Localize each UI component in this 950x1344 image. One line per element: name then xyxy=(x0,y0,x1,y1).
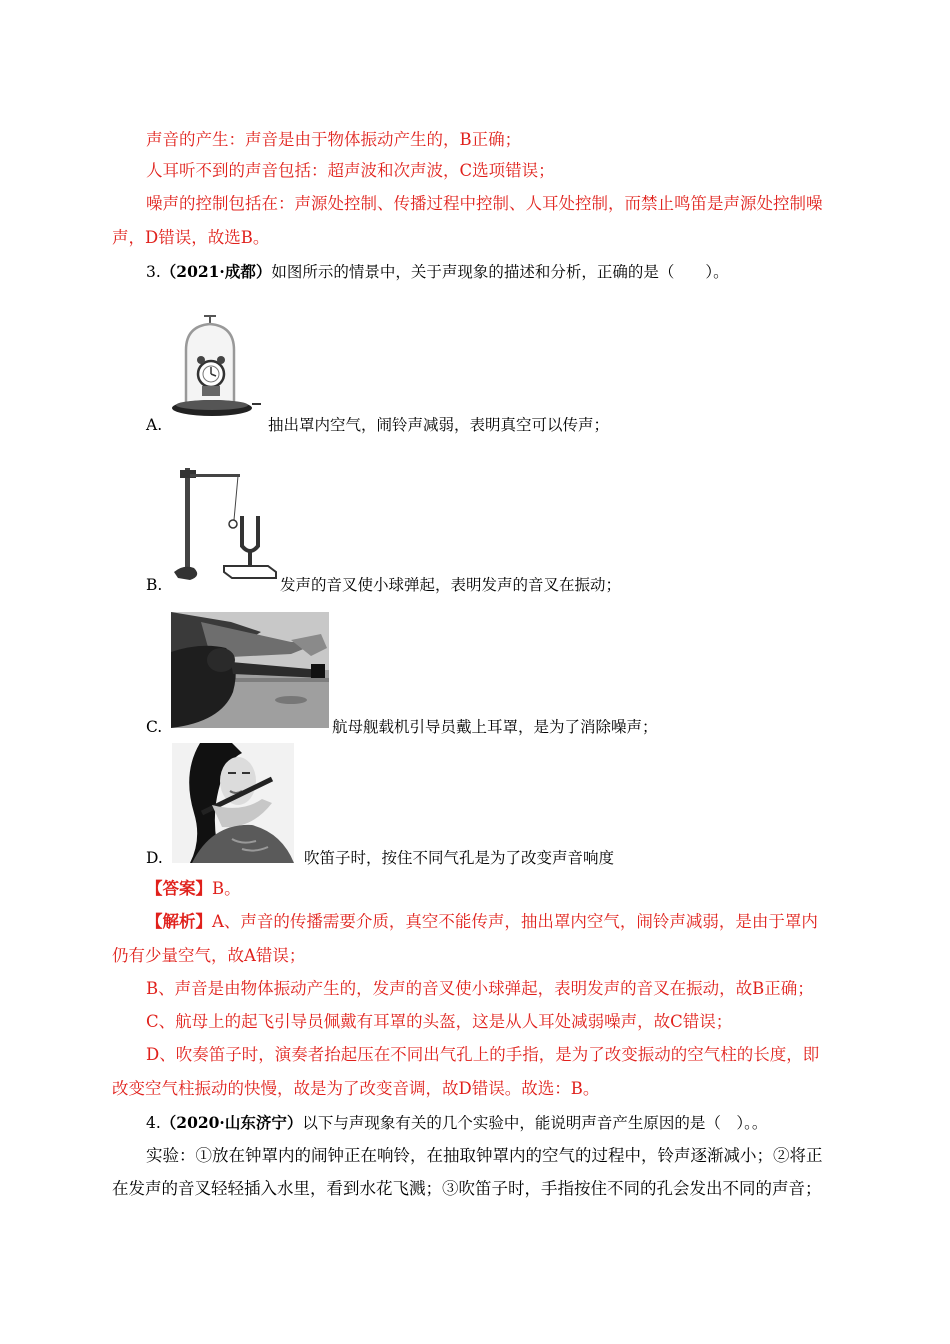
flute-player-photo xyxy=(172,743,294,863)
option-a-letter: A. xyxy=(146,416,163,434)
option-b-letter: B. xyxy=(146,576,163,594)
question-source: （2021·成都） xyxy=(160,262,272,281)
question-4-body-line: 实验：①放在钟罩内的闹钟正在响铃，在抽取钟罩内的空气的过程中，铃声逐渐减小；②将正 xyxy=(146,1146,823,1165)
question-source: （2020·山东济宁） xyxy=(160,1113,303,1132)
analysis-line xyxy=(146,910,818,934)
analysis-line: 声音的产生：声音是由于物体振动产生的，B正确； xyxy=(146,130,522,149)
bell-jar-figure xyxy=(170,312,262,424)
question-text: 以下与声现象有关的几个实验中，能说明声音产生原因的是（ ）。。 xyxy=(302,1114,768,1132)
option-d-letter: D. xyxy=(146,849,163,867)
carrier-photo xyxy=(171,612,329,728)
option-d-text: 吹笛子时，按住不同气孔是为了改变声音响度 xyxy=(304,849,615,867)
analysis-line: 仍有少量空气，故A错误； xyxy=(112,946,306,965)
analysis-line: C、航母上的起飞引导员佩戴有耳罩的头盔，这是从人耳处减弱噪声，故C错误； xyxy=(146,1012,733,1031)
analysis-line: D、吹奏笛子时，演奏者抬起压在不同出气孔上的手指，是为了改变振动的空气柱的长度，即 xyxy=(146,1045,820,1064)
question-number: 3. xyxy=(146,263,161,281)
tuning-fork-figure xyxy=(172,464,277,586)
option-c-letter: C. xyxy=(146,718,163,736)
question-4-stem xyxy=(146,1111,767,1135)
answer-line xyxy=(146,877,241,901)
answer-value: B。 xyxy=(212,879,241,898)
question-3-stem xyxy=(146,260,729,284)
question-text: 如图所示的情景中，关于声现象的描述和分析，正确的是（ ）。 xyxy=(271,263,729,281)
analysis-line: B、声音是由物体振动产生的，发声的音叉使小球弹起，表明发声的音叉在振动，故B正确； xyxy=(146,979,814,998)
analysis-text: A、声音的传播需要介质，真空不能传声，抽出罩内空气，闹铃声减弱，是由于罩内 xyxy=(212,912,818,931)
question-4-body-line: 在发声的音叉轻轻插入水里，看到水花飞溅；③吹笛子时，手指按住不同的孔会发出不同的声音； xyxy=(112,1179,822,1198)
option-c-text: 航母舰载机引导员戴上耳罩，是为了消除噪声； xyxy=(332,718,658,736)
answer-label: 【答案】 xyxy=(146,879,212,898)
analysis-line: 噪声的控制包括在：声源处控制、传播过程中控制、人耳处控制，而禁止鸣笛是声源处控制噪 xyxy=(146,194,823,213)
analysis-label: 【解析】 xyxy=(146,912,212,931)
analysis-line: 声，D错误，故选B。 xyxy=(112,228,270,247)
analysis-line: 改变空气柱振动的快慢，故是为了改变音调，故D错误。故选：B。 xyxy=(112,1079,600,1098)
option-b-text: 发声的音叉使小球弹起，表明发声的音叉在振动； xyxy=(280,576,622,594)
analysis-line: 人耳听不到的声音包括：超声波和次声波，C选项错误； xyxy=(146,161,555,180)
question-number: 4. xyxy=(146,1114,161,1132)
option-a-text: 抽出罩内空气，闹铃声减弱，表明真空可以传声； xyxy=(268,416,610,434)
